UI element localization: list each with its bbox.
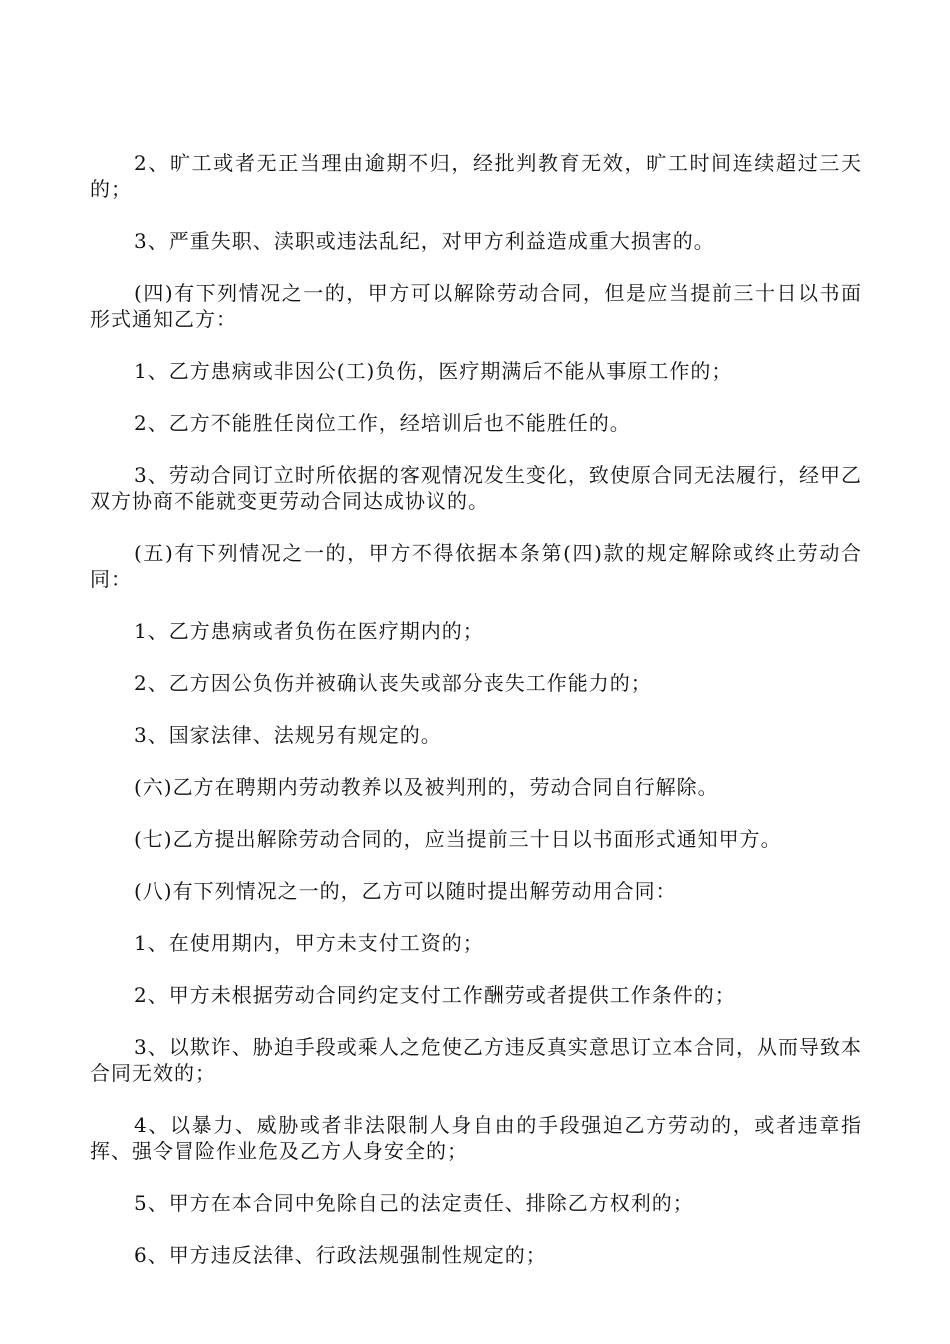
paragraph-item: 2、旷工或者无正当理由逾期不归，经批判教育无效，旷工时间连续超过三天的； xyxy=(90,151,862,201)
paragraph-item: 1、在使用期内，甲方未支付工资的； xyxy=(134,931,484,955)
paragraph-item: 3、以欺诈、胁迫手段或乘人之危使乙方违反真实意思订立本合同，从而导致本合同无效的； xyxy=(90,1035,862,1085)
paragraph-item: (四)有下列情况之一的，甲方可以解除劳动合同，但是应当提前三十日以书面形式通知乙方： xyxy=(90,281,862,331)
paragraph-item: 6、甲方违反法律、行政法规强制性规定的； xyxy=(134,1243,547,1267)
paragraph-item: 3、劳动合同订立时所依据的客观情况发生变化，致使原合同无法履行，经甲乙双方协商不能就变更劳动合同达成协议的。 xyxy=(90,463,862,513)
paragraph-item: 2、乙方不能胜任岗位工作，经培训后也不能胜任的。 xyxy=(134,411,631,435)
paragraph-item: 5、甲方在本合同中免除自己的法定责任、排除乙方权利的； xyxy=(134,1191,694,1215)
paragraph-item: (五)有下列情况之一的，甲方不得依据本条第(四)款的规定解除或终止劳动合同： xyxy=(90,541,862,591)
paragraph-item: 2、乙方因公负伤并被确认丧失或部分丧失工作能力的； xyxy=(134,671,652,695)
paragraph-item: 1、乙方患病或者负伤在医疗期内的； xyxy=(134,619,484,643)
paragraph-item: (七)乙方提出解除劳动合同的，应当提前三十日以书面形式通知甲方。 xyxy=(134,827,782,851)
paragraph-item: 4、以暴力、威胁或者非法限制人身自由的手段强迫乙方劳动的，或者违章指挥、强令冒险作业危及乙方人身安全的； xyxy=(90,1113,862,1163)
document-body xyxy=(90,150,862,1294)
paragraph-item: 3、严重失职、渎职或违法乱纪，对甲方利益造成重大损害的。 xyxy=(134,229,715,253)
paragraph-item: (八)有下列情况之一的，乙方可以随时提出解劳动用合同： xyxy=(134,879,677,903)
paragraph-item: (六)乙方在聘期内劳动教养以及被判刑的，劳动合同自行解除。 xyxy=(134,775,719,799)
paragraph-item: 3、国家法律、法规另有规定的。 xyxy=(134,723,442,747)
paragraph-item: 2、甲方未根据劳动合同约定支付工作酬劳或者提供工作条件的； xyxy=(134,983,736,1007)
paragraph-item: 1、乙方患病或非因公(工)负伤，医疗期满后不能从事原工作的； xyxy=(134,359,733,383)
